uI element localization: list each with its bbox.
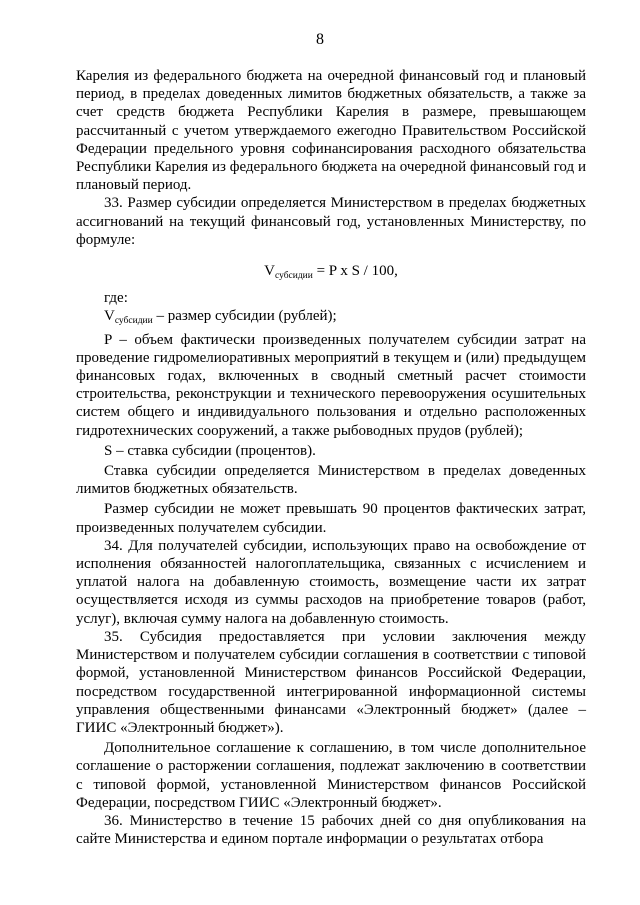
paragraph-35: 35. Субсидия предоставляется при условии заключения между Министерством и получателем субсидии соглашения в соответствии с типовой формой, установленной Министерством финансов Российской Федерации, посредством государственной интегрированной информационной системы управления общественными финансами «Электронный бюджет» (далее – ГИИС «Электронный бюджет»). (76, 628, 586, 736)
paragraph-35-additional: Дополнительное соглашение к соглашению, в том числе дополнительное соглашение о расторжении соглашения, подлежат заключению в соответствии с типовой формой, установленной Министерством финансов Российской Федерации, посредством ГИИС «Электронный бюджет». (76, 740, 586, 811)
definition-p: P – объем фактически произведенных получателем субсидии затрат на проведение гидромелиоративных мероприятий в текущем и (или) предыдущем финансовых годах, включенных в сводный сметный расчет стоимости строительства, реконструкции и технического перевооружения осушительных систем общего и индивидуального пользования и отдельно расположенных гидротехнических сооружений, а также рыбоводных прудов (рублей); (76, 331, 586, 439)
paragraph-36: 36. Министерство в течение 15 рабочих дней со дня опубликования на сайте Министерства и едином портале информации о результатах отбора (76, 812, 586, 848)
formula-lhs-subscript: субсидии (274, 271, 313, 282)
document-body (76, 67, 586, 848)
definition-s: S – ставка субсидии (процентов). (104, 442, 316, 459)
formula-lhs: V (264, 263, 275, 280)
paragraph-continuation: Карелия из федерального бюджета на очередной финансовый год и плановый период, в пределах доведенных лимитов бюджетных обязательств, а также за счет средств бюджета Республики Карелия в размере, превышающем рассчитанный с учетом утверждаемого ежегодно Правительством Российской Федерации предельного уровня софинансирования расходного обязательства Республики Карелия из федерального бюджета на очередной финансовый год и плановый период. (76, 68, 586, 194)
paragraph-34: 34. Для получателей субсидии, использующих право на освобождение от исполнения обязанностей налогоплательщика, связанных с исчислением и уплатой налога на добавленную стоимость, возмещение части их затрат осуществляется исходя из суммы расходов на приобретение товаров (работ, услуг), включая сумму налога на добавленную стоимость. (76, 537, 586, 627)
definition-v (76, 307, 586, 330)
subsidy-formula (76, 262, 586, 285)
paragraph-limit: Размер субсидии не может превышать 90 процентов фактических затрат, произведенных получателем субсидии. (76, 501, 586, 536)
definition-v-text: – размер субсидии (рублей); (152, 308, 337, 325)
definition-v-symbol: V (104, 308, 115, 325)
formula-rhs: = P x S / 100, (312, 263, 398, 280)
page-number: 8 (316, 31, 324, 48)
where-label: где: (104, 290, 128, 307)
paragraph-33: 33. Размер субсидии определяется Министерством в пределах бюджетных ассигнований на текущий финансовый год, установленных Министерству, по формуле: (76, 195, 586, 248)
definition-v-subscript: субсидии (114, 316, 153, 327)
paragraph-rate: Ставка субсидии определяется Министерством в пределах доведенных лимитов бюджетных обязательств. (76, 463, 586, 498)
